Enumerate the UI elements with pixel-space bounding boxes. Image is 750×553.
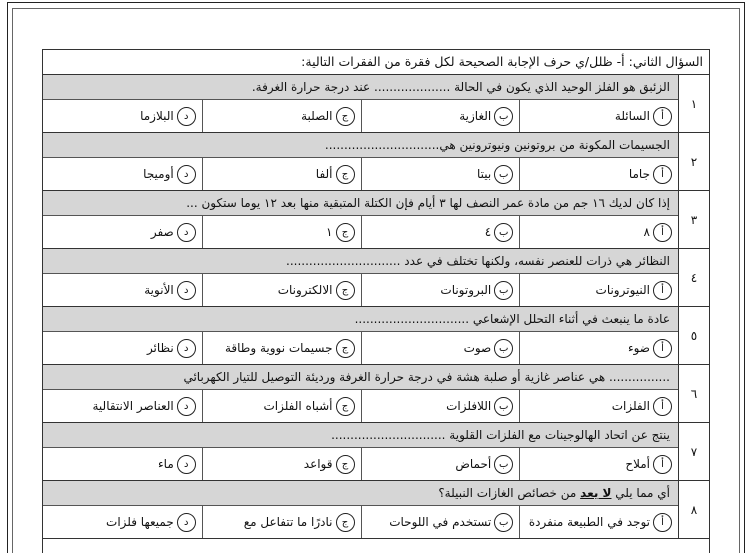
question-number: ٣ — [678, 191, 709, 248]
option-text: الغازية — [459, 109, 492, 123]
option-text: صفر — [150, 225, 174, 239]
option-b[interactable] — [361, 100, 520, 132]
option-c[interactable] — [202, 448, 361, 480]
option-text: اللافلزات — [446, 399, 492, 413]
question-stem: إذا كان لديك ١٦ جم من مادة عمر النصف لها ٣ أيام فإن الكتلة المتبقية منها بعد ١٢ يوما ستكون ... — [43, 191, 678, 216]
option-text: نظائر — [146, 341, 174, 355]
option-text: ضوء — [627, 341, 650, 355]
option-text: ١ — [326, 225, 333, 239]
option-letter-circle[interactable]: ب — [494, 165, 513, 184]
question-stem: الزئبق هو الفلز الوحيد الذي يكون في الحالة .................... عند درجة حرارة الغرفة. — [43, 75, 678, 100]
option-letter-circle[interactable]: ب — [494, 281, 513, 300]
option-c[interactable] — [202, 332, 361, 364]
stem-text: من خصائص الغازات النبيلة؟ — [438, 486, 581, 500]
option-text: ألفا — [315, 167, 333, 181]
option-c[interactable] — [202, 506, 361, 538]
option-c[interactable] — [202, 274, 361, 306]
option-text: الأنوية — [144, 283, 174, 297]
option-letter-circle[interactable]: ج — [336, 223, 355, 242]
option-text: النيوترونات — [595, 283, 650, 297]
option-letter-circle[interactable]: أ — [653, 223, 672, 242]
question-row — [43, 365, 709, 423]
option-letter-circle[interactable]: أ — [653, 339, 672, 358]
question-stem: ينتج عن اتحاد الهالوجينات مع الفلزات القلوية .............................. — [43, 423, 678, 448]
option-letter-circle[interactable]: د — [177, 339, 196, 358]
option-d[interactable] — [43, 448, 202, 480]
option-a[interactable] — [519, 158, 678, 190]
option-d[interactable] — [43, 274, 202, 306]
option-d[interactable] — [43, 158, 202, 190]
option-b[interactable] — [361, 274, 520, 306]
option-text: قواعد — [303, 457, 333, 471]
option-d[interactable] — [43, 100, 202, 132]
option-a[interactable] — [519, 274, 678, 306]
option-text: ٨ — [643, 225, 650, 239]
option-d[interactable] — [43, 332, 202, 364]
option-text: البلازما — [140, 109, 174, 123]
stem-underlined-text: لا يعد — [580, 486, 612, 500]
option-letter-circle[interactable]: ج — [336, 339, 355, 358]
option-d[interactable] — [43, 216, 202, 248]
option-text: العناصر الانتقالية — [92, 399, 174, 413]
question-row — [43, 423, 709, 481]
option-b[interactable] — [361, 158, 520, 190]
option-text: جاما — [628, 167, 650, 181]
option-letter-circle[interactable]: أ — [653, 165, 672, 184]
question-number: ٧ — [678, 423, 709, 480]
question-stem: ................ هي عناصر غازية أو صلبة هشة في درجة حرارة الغرفة ورديئة التوصيل للتيار الكهربائي — [43, 365, 678, 390]
option-text: ٤ — [484, 225, 492, 239]
option-text: الصلبة — [301, 109, 333, 123]
option-letter-circle[interactable]: ج — [336, 165, 355, 184]
option-c[interactable] — [202, 158, 361, 190]
option-c[interactable] — [202, 100, 361, 132]
question-row — [43, 133, 709, 191]
option-a[interactable] — [519, 390, 678, 422]
question-number: ٨ — [678, 481, 709, 538]
option-text: جسيمات نووية وطاقة — [224, 341, 333, 355]
option-letter-circle[interactable]: أ — [653, 281, 672, 300]
option-a[interactable] — [519, 448, 678, 480]
option-letter-circle[interactable]: د — [177, 223, 196, 242]
option-c[interactable] — [202, 216, 361, 248]
question-stem — [43, 481, 678, 506]
question-stem: الجسيمات المكونة من بروتونين ونيوترونين هي.............................. — [43, 133, 678, 158]
question-header: السؤال الثاني: أ- ظلل/ي حرف الإجابة الصحيحة لكل فقرة من الفقرات التالية: — [43, 50, 709, 75]
option-b[interactable] — [361, 506, 520, 538]
option-text: أوميجا — [143, 167, 174, 181]
option-text: الالكترونات — [277, 283, 333, 297]
option-letter-circle[interactable]: ج — [336, 455, 355, 474]
option-c[interactable] — [202, 390, 361, 422]
question-row — [43, 481, 709, 539]
option-text: بيتا — [477, 167, 492, 181]
option-letter-circle[interactable]: د — [177, 107, 196, 126]
option-text: جميعها فلزات — [106, 515, 174, 529]
option-letter-circle[interactable]: ب — [494, 513, 513, 532]
option-b[interactable] — [361, 390, 520, 422]
question-number: ٦ — [678, 365, 709, 422]
question-number: ١ — [678, 75, 709, 132]
option-text: الفلزات — [611, 399, 650, 413]
option-d[interactable] — [43, 506, 202, 538]
option-letter-circle[interactable]: أ — [653, 107, 672, 126]
option-letter-circle[interactable]: د — [177, 513, 196, 532]
option-text: ماء — [158, 457, 174, 471]
option-letter-circle[interactable]: ب — [494, 339, 513, 358]
option-a[interactable] — [519, 506, 678, 538]
question-number: ٤ — [678, 249, 709, 306]
question-sheet — [42, 49, 710, 553]
option-letter-circle[interactable]: ب — [494, 455, 513, 474]
stem-text: أي مما يلي — [611, 486, 670, 500]
option-letter-circle[interactable]: ب — [494, 107, 513, 126]
option-letter-circle[interactable]: ج — [336, 281, 355, 300]
option-letter-circle[interactable]: ج — [336, 397, 355, 416]
option-a[interactable] — [519, 332, 678, 364]
option-text: السائلة — [614, 109, 650, 123]
option-a[interactable] — [519, 100, 678, 132]
question-stem: عادة ما ينبعث في أثناء التحلل الإشعاعي .............................. — [43, 307, 678, 332]
option-letter-circle[interactable]: ج — [336, 107, 355, 126]
option-letter-circle[interactable]: أ — [653, 455, 672, 474]
question-number: ٢ — [678, 133, 709, 190]
option-b[interactable] — [361, 332, 520, 364]
option-d[interactable] — [43, 390, 202, 422]
option-b[interactable] — [361, 216, 520, 248]
option-letter-circle[interactable]: أ — [653, 513, 672, 532]
question-number: ٥ — [678, 307, 709, 364]
option-b[interactable] — [361, 448, 520, 480]
option-text: البروتونات — [440, 283, 492, 297]
question-row — [43, 249, 709, 307]
option-text: صوت — [463, 341, 492, 355]
option-letter-circle[interactable]: ج — [336, 513, 355, 532]
question-row — [43, 75, 709, 133]
option-letter-circle[interactable]: ب — [494, 223, 513, 242]
option-text: أحماض — [455, 457, 492, 471]
option-letter-circle[interactable]: د — [177, 397, 196, 416]
option-text: توجد في الطبيعة منفردة — [528, 515, 650, 529]
option-letter-circle[interactable]: د — [177, 281, 196, 300]
option-letter-circle[interactable]: د — [177, 165, 196, 184]
option-text: تستخدم في اللوحات — [389, 515, 492, 529]
option-a[interactable] — [519, 216, 678, 248]
question-stem: النظائر هي ذرات للعنصر نفسه، ولكنها تختلف في عدد .............................. — [43, 249, 678, 274]
question-row — [43, 191, 709, 249]
option-letter-circle[interactable]: ب — [494, 397, 513, 416]
option-letter-circle[interactable]: د — [177, 455, 196, 474]
option-text: أشباه الفلزات — [263, 399, 333, 413]
option-text: أملاح — [625, 457, 650, 471]
question-row — [43, 307, 709, 365]
option-letter-circle[interactable]: أ — [653, 397, 672, 416]
option-text: نادرًا ما تتفاعل مع — [243, 515, 333, 529]
